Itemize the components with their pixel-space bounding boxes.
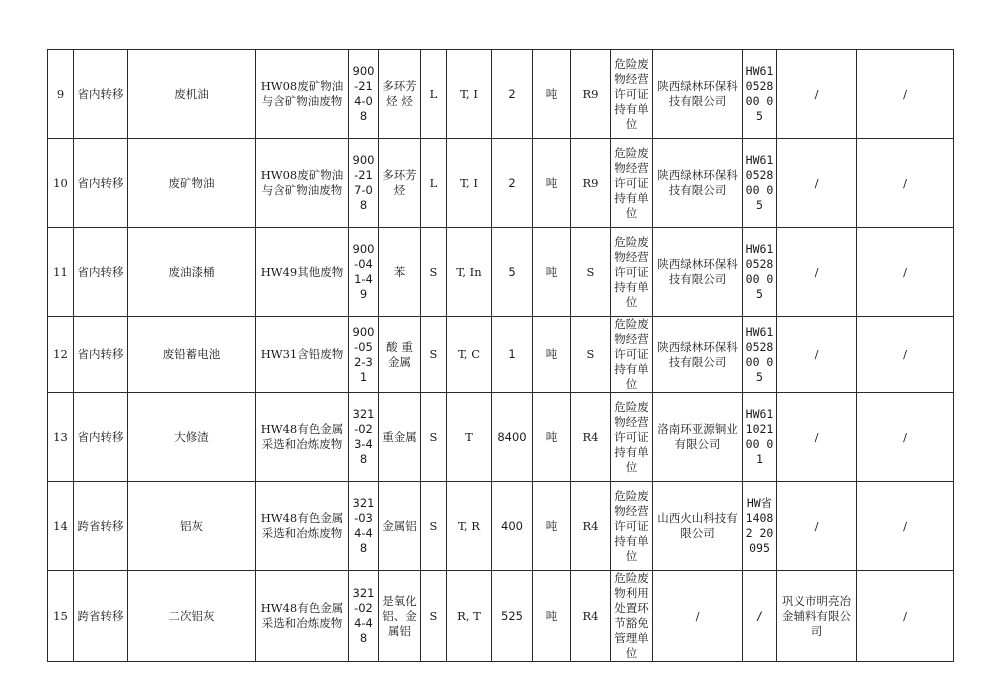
cell-license-number: HW省14082 20095 bbox=[743, 482, 777, 571]
cell-physical-form: L bbox=[421, 139, 447, 228]
cell-license-number: HW61052800 05 bbox=[743, 317, 777, 393]
cell-receiver-type: 危险废物经营许可证持有单位 bbox=[611, 228, 653, 317]
cell-other-receiver: / bbox=[777, 50, 857, 139]
cell-license-number: HW61102100 01 bbox=[743, 393, 777, 482]
cell-hazardous-component: 重金属 bbox=[379, 393, 421, 482]
cell-other-receiver: / bbox=[777, 393, 857, 482]
cell-receiver-name: 陕西绿林环保科技有限公司 bbox=[653, 228, 743, 317]
cell-quantity: 5 bbox=[492, 228, 533, 317]
table-row bbox=[48, 571, 954, 662]
cell-disposal-method: R9 bbox=[571, 139, 611, 228]
cell-transfer-type: 跨省转移 bbox=[74, 482, 128, 571]
table-row bbox=[48, 482, 954, 571]
cell-hazardous-component: 酸 重金属 bbox=[379, 317, 421, 393]
cell-waste-category: HW48有色金属采选和冶炼废物 bbox=[256, 482, 349, 571]
table-row bbox=[48, 50, 954, 139]
cell-receiver-name: 山西火山科技有限公司 bbox=[653, 482, 743, 571]
cell-waste-name: 大修渣 bbox=[128, 393, 256, 482]
cell-quantity: 1 bbox=[492, 317, 533, 393]
cell-physical-form: S bbox=[421, 228, 447, 317]
cell-quantity: 2 bbox=[492, 50, 533, 139]
hazardous-waste-transfer-table bbox=[47, 49, 954, 662]
cell-quantity: 400 bbox=[492, 482, 533, 571]
cell-row-number: 10 bbox=[48, 139, 74, 228]
cell-note: / bbox=[857, 228, 954, 317]
cell-hazardous-component: 多环芳烃 bbox=[379, 139, 421, 228]
cell-unit: 吨 bbox=[533, 482, 571, 571]
cell-waste-code: 900-041-49 bbox=[349, 228, 379, 317]
cell-waste-code: 900-214-08 bbox=[349, 50, 379, 139]
cell-other-receiver: / bbox=[777, 317, 857, 393]
cell-license-number: HW61052800 05 bbox=[743, 50, 777, 139]
cell-row-number: 13 bbox=[48, 393, 74, 482]
cell-physical-form: S bbox=[421, 393, 447, 482]
cell-transfer-type: 省内转移 bbox=[74, 393, 128, 482]
cell-row-number: 15 bbox=[48, 571, 74, 662]
cell-receiver-type: 危险废物经营许可证持有单位 bbox=[611, 393, 653, 482]
cell-note: / bbox=[857, 482, 954, 571]
cell-waste-code: 321-023-48 bbox=[349, 393, 379, 482]
cell-hazard-characteristic: T, I bbox=[447, 50, 492, 139]
cell-unit: 吨 bbox=[533, 317, 571, 393]
table-row bbox=[48, 317, 954, 393]
cell-hazardous-component: 苯 bbox=[379, 228, 421, 317]
cell-unit: 吨 bbox=[533, 393, 571, 482]
cell-note: / bbox=[857, 393, 954, 482]
table-row bbox=[48, 139, 954, 228]
cell-receiver-type: 危险废物经营许可证持有单位 bbox=[611, 482, 653, 571]
cell-hazard-characteristic: T, In bbox=[447, 228, 492, 317]
cell-waste-code: 321-034-48 bbox=[349, 482, 379, 571]
cell-waste-name: 铝灰 bbox=[128, 482, 256, 571]
cell-hazard-characteristic: T bbox=[447, 393, 492, 482]
table-row bbox=[48, 393, 954, 482]
cell-receiver-type: 危险废物经营许可证持有单位 bbox=[611, 317, 653, 393]
cell-transfer-type: 省内转移 bbox=[74, 228, 128, 317]
cell-row-number: 12 bbox=[48, 317, 74, 393]
cell-waste-category: HW08废矿物油与含矿物油废物 bbox=[256, 139, 349, 228]
cell-waste-category: HW49其他废物 bbox=[256, 228, 349, 317]
cell-receiver-name: 洛南环亚源铜业有限公司 bbox=[653, 393, 743, 482]
cell-waste-category: HW31含铅废物 bbox=[256, 317, 349, 393]
cell-receiver-type: 危险废物经营许可证持有单位 bbox=[611, 50, 653, 139]
cell-other-receiver: / bbox=[777, 228, 857, 317]
cell-hazard-characteristic: R, T bbox=[447, 571, 492, 662]
cell-transfer-type: 省内转移 bbox=[74, 139, 128, 228]
cell-waste-name: 废矿物油 bbox=[128, 139, 256, 228]
cell-physical-form: L bbox=[421, 50, 447, 139]
cell-quantity: 8400 bbox=[492, 393, 533, 482]
cell-receiver-name: / bbox=[653, 571, 743, 662]
cell-note: / bbox=[857, 50, 954, 139]
cell-disposal-method: R4 bbox=[571, 482, 611, 571]
cell-note: / bbox=[857, 139, 954, 228]
cell-license-number: / bbox=[743, 571, 777, 662]
cell-waste-code: 900-052-31 bbox=[349, 317, 379, 393]
cell-quantity: 525 bbox=[492, 571, 533, 662]
cell-hazard-characteristic: T, R bbox=[447, 482, 492, 571]
cell-hazardous-component: 多环芳烃 烃 bbox=[379, 50, 421, 139]
cell-unit: 吨 bbox=[533, 139, 571, 228]
cell-quantity: 2 bbox=[492, 139, 533, 228]
cell-other-receiver: 巩义市明亮冶金辅料有限公司 bbox=[777, 571, 857, 662]
cell-row-number: 9 bbox=[48, 50, 74, 139]
cell-receiver-name: 陕西绿林环保科技有限公司 bbox=[653, 317, 743, 393]
cell-license-number: HW61052800 05 bbox=[743, 228, 777, 317]
cell-unit: 吨 bbox=[533, 50, 571, 139]
cell-transfer-type: 省内转移 bbox=[74, 50, 128, 139]
cell-waste-name: 二次铝灰 bbox=[128, 571, 256, 662]
cell-row-number: 11 bbox=[48, 228, 74, 317]
cell-waste-name: 废油漆桶 bbox=[128, 228, 256, 317]
cell-note: / bbox=[857, 317, 954, 393]
cell-row-number: 14 bbox=[48, 482, 74, 571]
cell-waste-name: 废铅蓄电池 bbox=[128, 317, 256, 393]
cell-physical-form: S bbox=[421, 317, 447, 393]
cell-waste-code: 321-024-48 bbox=[349, 571, 379, 662]
cell-physical-form: S bbox=[421, 482, 447, 571]
cell-unit: 吨 bbox=[533, 228, 571, 317]
cell-transfer-type: 省内转移 bbox=[74, 317, 128, 393]
cell-waste-code: 900-217-08 bbox=[349, 139, 379, 228]
cell-waste-name: 废机油 bbox=[128, 50, 256, 139]
cell-physical-form: S bbox=[421, 571, 447, 662]
cell-transfer-type: 跨省转移 bbox=[74, 571, 128, 662]
cell-hazard-characteristic: T, I bbox=[447, 139, 492, 228]
cell-receiver-name: 陕西绿林环保科技有限公司 bbox=[653, 139, 743, 228]
cell-waste-category: HW48有色金属采选和冶炼废物 bbox=[256, 393, 349, 482]
cell-disposal-method: R9 bbox=[571, 50, 611, 139]
cell-hazardous-component: 是氧化铝、金属铝 bbox=[379, 571, 421, 662]
cell-disposal-method: R4 bbox=[571, 393, 611, 482]
cell-waste-category: HW08废矿物油与含矿物油废物 bbox=[256, 50, 349, 139]
cell-note: / bbox=[857, 571, 954, 662]
cell-receiver-name: 陕西绿林环保科技有限公司 bbox=[653, 50, 743, 139]
cell-disposal-method: R4 bbox=[571, 571, 611, 662]
cell-other-receiver: / bbox=[777, 139, 857, 228]
cell-waste-category: HW48有色金属采选和冶炼废物 bbox=[256, 571, 349, 662]
cell-unit: 吨 bbox=[533, 571, 571, 662]
cell-receiver-type: 危险废物经营许可证持有单位 bbox=[611, 139, 653, 228]
cell-disposal-method: S bbox=[571, 228, 611, 317]
cell-receiver-type: 危险废物利用处置环节豁免管理单位 bbox=[611, 571, 653, 662]
cell-disposal-method: S bbox=[571, 317, 611, 393]
cell-hazard-characteristic: T, C bbox=[447, 317, 492, 393]
table-row bbox=[48, 228, 954, 317]
cell-other-receiver: / bbox=[777, 482, 857, 571]
cell-license-number: HW61052800 05 bbox=[743, 139, 777, 228]
cell-hazardous-component: 金属铝 bbox=[379, 482, 421, 571]
